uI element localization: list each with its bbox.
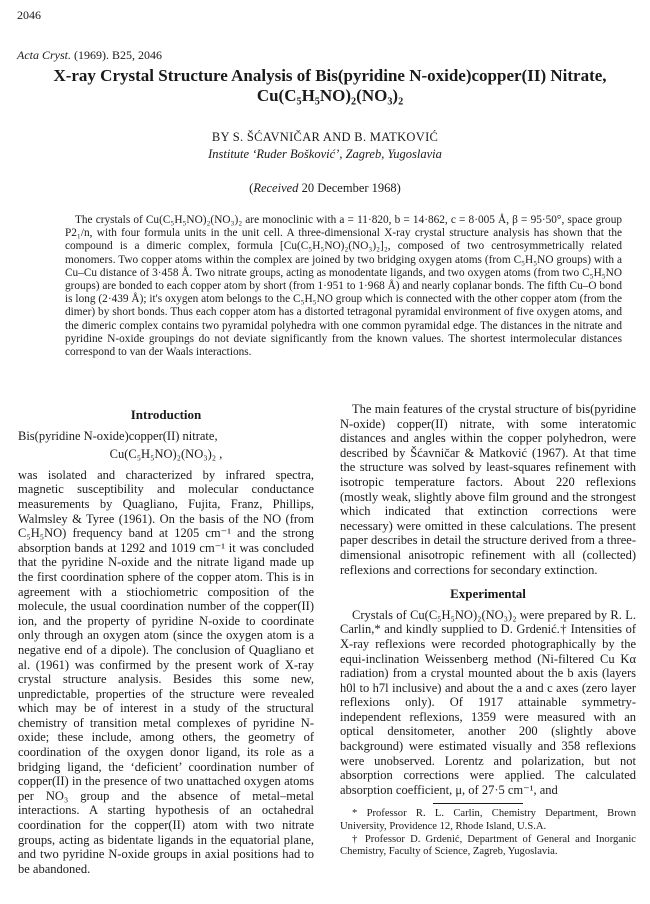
authors: BY S. ŠĆAVNIČAR AND B. MATKOVIĆ — [211, 130, 439, 144]
journal-citation — [17, 48, 162, 63]
page-number: 2046 — [17, 8, 41, 22]
received-date: (Received 20 December 1968) — [249, 181, 401, 195]
institute: Institute ‘Ruder Bošković’, Zagreb, Yugoslavia — [208, 147, 442, 161]
introduction-formula: Cu(C₅H₅NO)₂(NO₃)₂ , — [109, 447, 223, 462]
title-line-1: X-ray Crystal Structure Analysis of Bis(pyridine N-oxide)copper(II) Nitrate, — [53, 66, 607, 85]
title-line-2: Cu(C₅H₅NO)₂(NO₃)₂ — [256, 86, 404, 105]
experimental-heading: Experimental — [450, 586, 526, 602]
footnote-1: * Professor R. L. Carlin, Chemistry Department, Brown University, Providence 12, Rhode Island, U.S.A. — [340, 808, 636, 833]
journal-name: Acta Cryst. — [17, 48, 71, 62]
introduction-lead: Bis(pyridine N-oxide)copper(II) nitrate, — [18, 428, 218, 443]
footnote-2: † Professor D. Grdenić, Department of General and Inorganic Chemistry, Faculty of Science, Zagreb, Yugoslavia. — [340, 833, 636, 858]
journal-year-volume: (1969). B25, 2046 — [71, 48, 162, 62]
received-label: Received — [253, 181, 299, 195]
experimental-body: Crystals of Cu(C₅H₅NO)₂(NO₃)₂ were prepared by R. L. Carlin,* and kindly supplied to D. Grdenić.† Intensities of X-ray reflexions were recorded photographically by the equi-inclination Weissenberg method (Ni-filtered Cu Kα radiation) from a crystal mounted about the b axis (layers h0l to h7l inclusive) and about the a and c axes (zero layer reflexions only). Of 1917 attainable symmetry-independent reflexions, 1359 were measured with an optical densitometer, another 200 (slightly above background) were estimated visually and 358 reflexions were unobserved. Lorentz and polarization, but not absorption corrections were applied. The calculated absorption coefficient, μ, of 27·5 cm⁻¹, and — [340, 607, 636, 797]
introduction-continued: The main features of the crystal structure of bis(pyridine N-oxide) copper(II) nitrate, with some interatomic distances and angles within the copper polyhedron, were described by Šćavničar & Matković (1967). At that time the structure was solved by least-squares refinement with isotropic temperature factors. About 220 reflexions (mostly weak, slightly above film ground and the strongest which indicated that extinction corrections were necessary) were omitted in these calculations. The present paper describes in detail the structure derived from a three-dimensional anisotropic refinement with all (collected) reflexions and corrections for secondary extinction. — [340, 402, 636, 577]
received-date-value: 20 December 1968 — [298, 181, 397, 195]
footnote-rule — [433, 803, 523, 804]
introduction-body: was isolated and characterized by infrared spectra, magnetic susceptibility and molecular conductance measurements by Quagliano, Fujita, Franz, Phillips, Walmsley & Tyree (1961). On the basis of the NO (from C₅H₅NO) frequency band at 1205 cm⁻¹ and the strong absorption bands at 1292 and 1019 cm⁻¹ it was concluded that the pyridine N-oxide and the nitrate ligand made up the first coordination sphere of the copper atom. This is in agreement with a stiochiometric composition of the molecule, the usual coordination number of the copper(II) ion, and the property of pyridine N-oxide to coordinate only through an oxygen atom (since the oxygen atom is a negative end of a dipole). The conclusion of Quagliano et al. (1961) was confirmed by the present work of X-ray crystal structure analysis. Besides this some new, unpredictable, properties of the structure were revealed which may be of interest in a study of the structural chemistry of transition metal complexes of pyridine N-oxide; these include, among others, the geometry of coordination of the oxygen donor ligand, its role as a bridging ligand, the ‘deficient’ coordination number of copper(II) in the presence of two unattached oxygen atoms per NO₃ group and the absence of metal–metal interactions. A starting hypothesis of an octahedral coordination for the copper(II) atom with two nitrate groups, acting as bidentate ligands in the equatorial plane, and two pyridine N-oxide groups in axial positions had to be abandoned. — [18, 467, 314, 876]
abstract: The crystals of Cu(C₅H₅NO)₂(NO₃)₂ are monoclinic with a = 11·820, b = 14·862, c = 8·005 Å, β = 95·50°, space group P2₁/n, with four formula units in the unit cell. A three-dimensional X-ray crystal structure analysis has shown that the compound is a dimeric complex, formula [Cu(C₅H₅NO)₂(NO₃)₂]₂, composed of two centrosymmetrically related monomers. Two copper atoms within the complex are joined by two bridging oxygen atoms (from C₅H₅NO groups) with a Cu–Cu distance of 3·458 Å. Two nitrate groups, acting as monodentate ligands, and two oxygen atoms (from two C₅H₅NO groups) are bonded to each copper atom by short (from 1·951 to 1·968 Å) and nearly coplanar bonds. The fifth Cu–O bond is long (2·439 Å); it's oxygen atom belongs to the C₅H₅NO group which is connected with the other copper atom (from the dimer) by short bonds. Thus each copper atom has a distorted tetragonal pyramidal environment of five oxygen atoms, and the dimeric complex contains two pyramidal polyhedra with one common pyramidal edge. The distances in the nitrate and pyridine N-oxide groupings do not deviate significantly from the known values. The shortest intermolecular distances correspond to van der Waals interactions. — [65, 214, 622, 359]
paper-title — [30, 66, 630, 106]
left-column — [18, 408, 314, 876]
introduction-heading: Introduction — [130, 407, 202, 422]
right-column — [340, 402, 636, 859]
